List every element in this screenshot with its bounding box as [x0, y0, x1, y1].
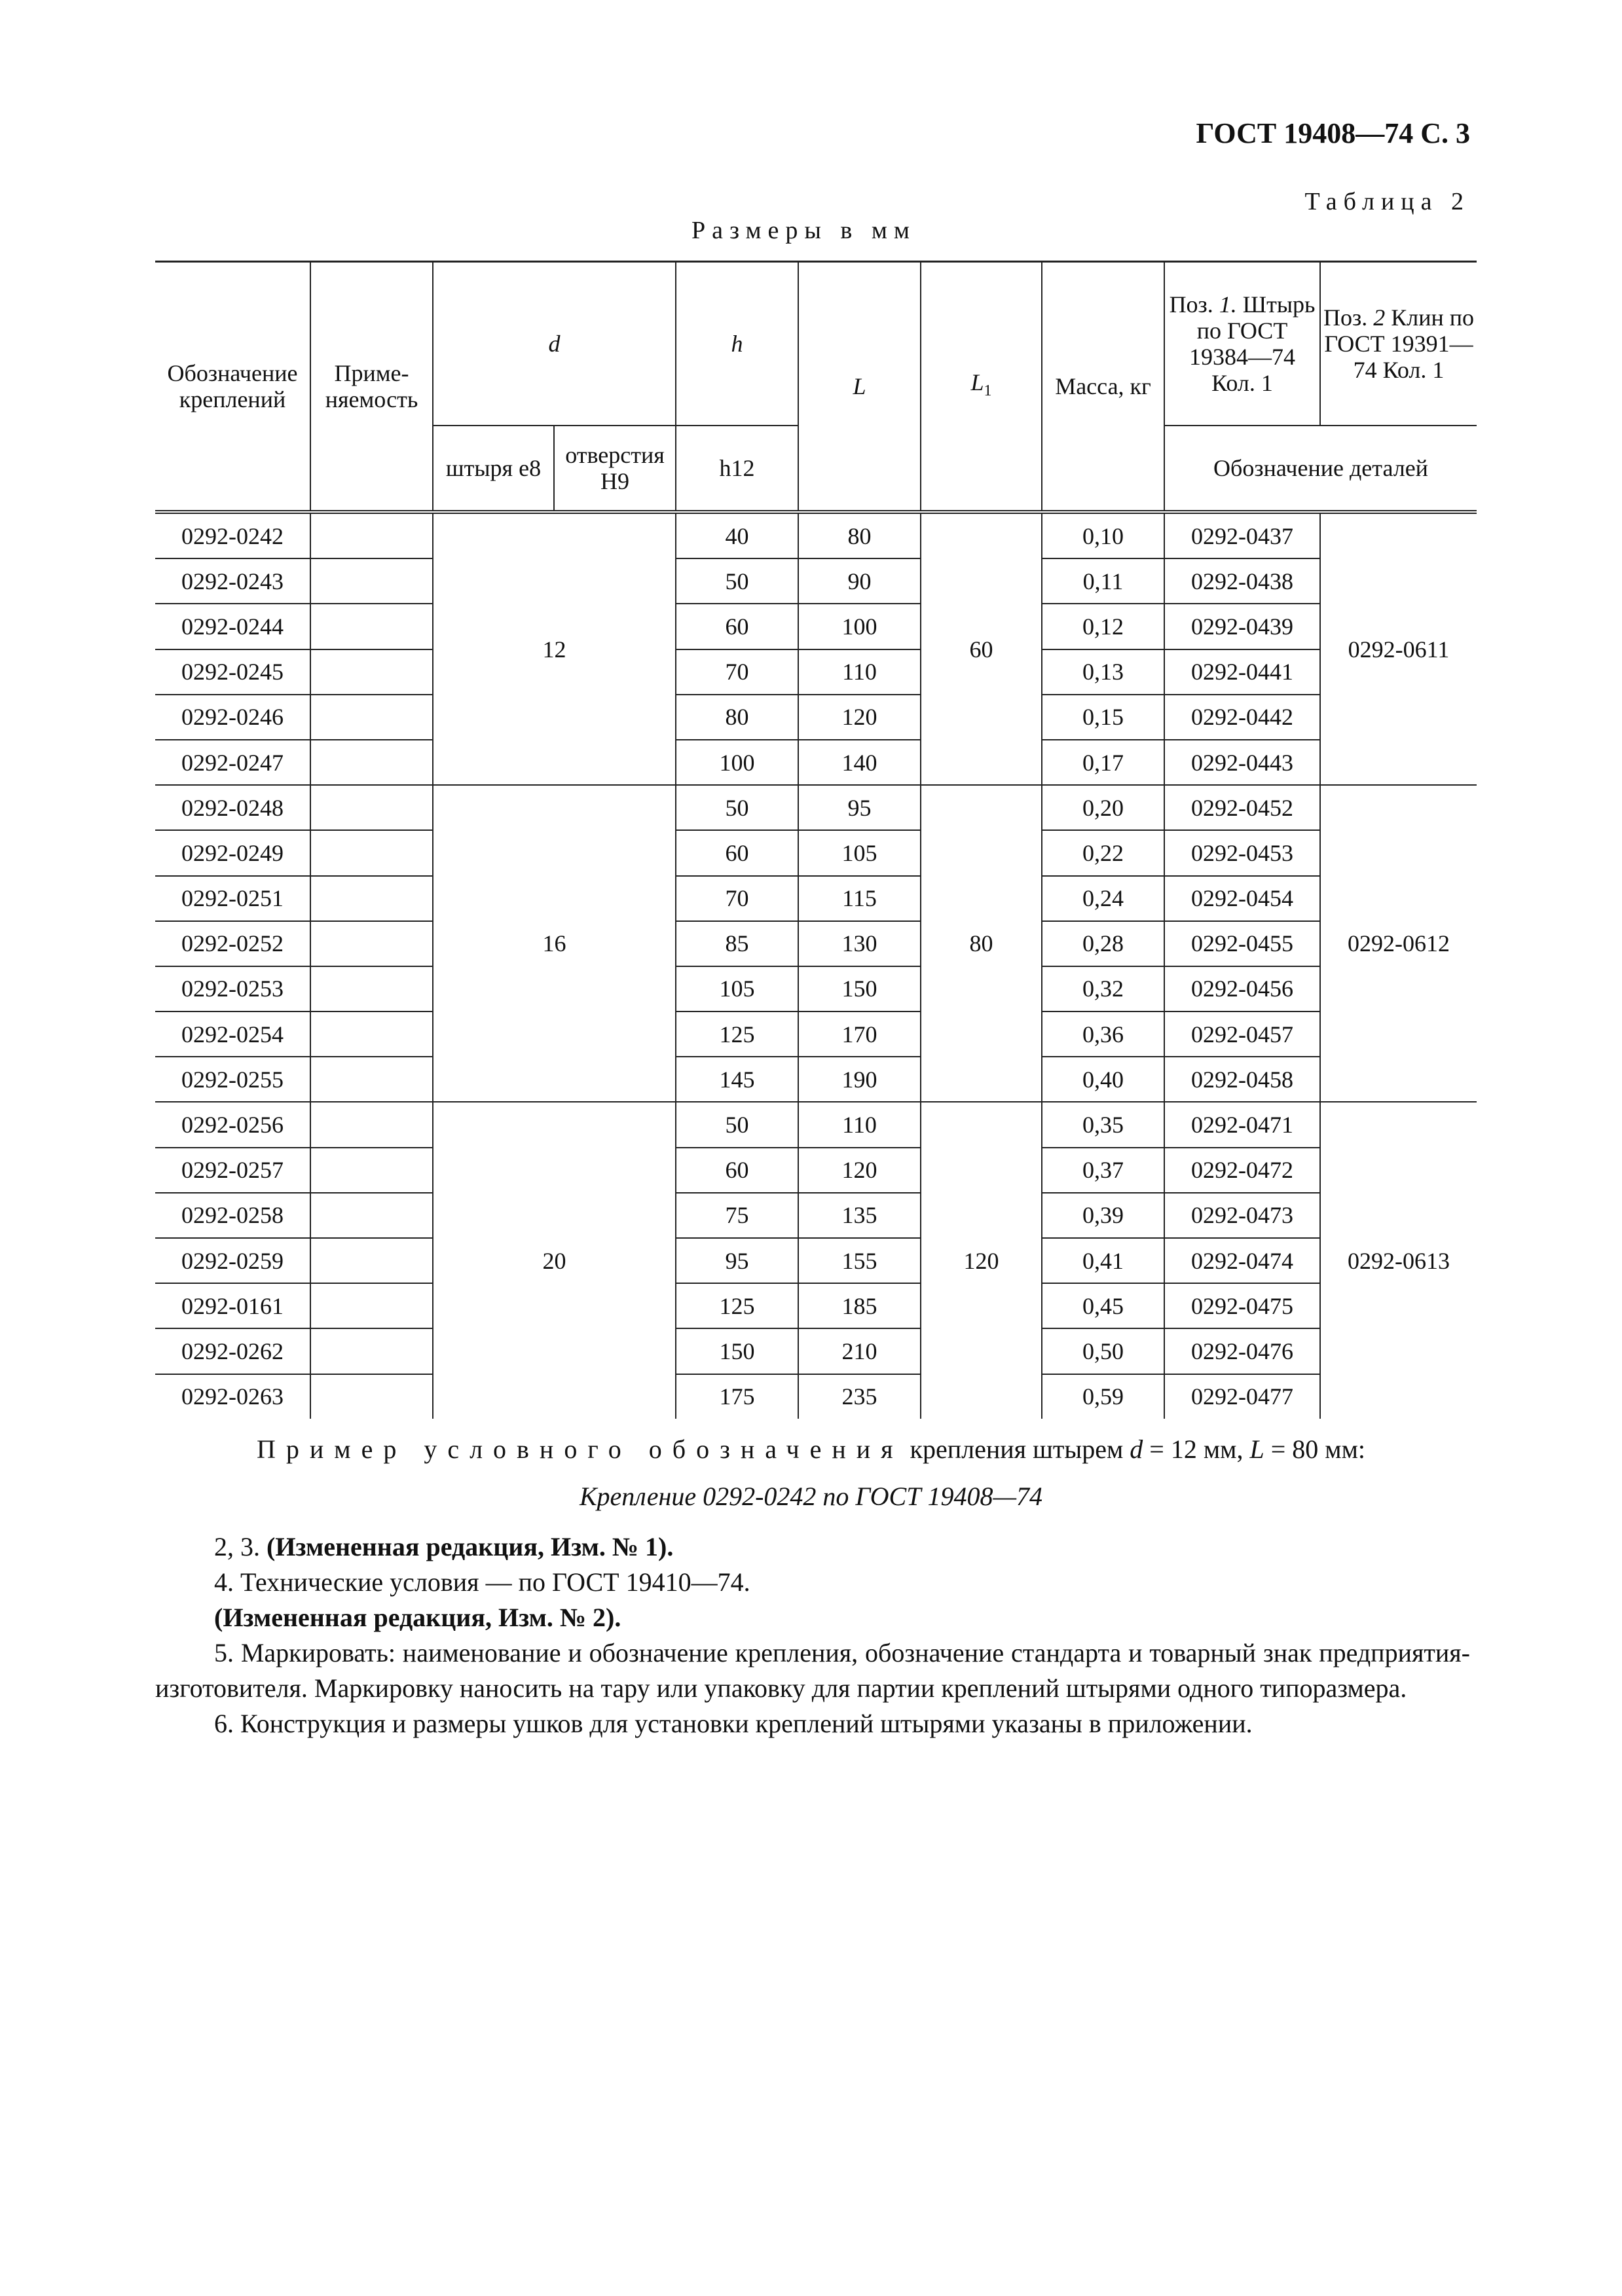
- cell-h: 75: [676, 1193, 798, 1238]
- example-lead: Пример условного обозначения: [256, 1434, 904, 1464]
- cell-pos1: 0292-0473: [1164, 1193, 1320, 1238]
- example-rest-1: крепления штырем: [903, 1434, 1130, 1464]
- cell-h: 105: [676, 966, 798, 1011]
- col-header-L1-sub: 1: [984, 382, 992, 399]
- cell-mass: 0,36: [1042, 1011, 1164, 1057]
- table-row: [155, 830, 1477, 875]
- cell-designation: 0292-0255: [155, 1057, 310, 1102]
- cell-h: 60: [676, 830, 798, 875]
- cell-L: 110: [798, 649, 921, 695]
- note-5: 5. Маркировать: наименование и обозначение крепления, обозначение стандарта и товарный знак предприятия-изготовителя. Маркировку наносить на тару или упаковку для партии креплений штырями одного типоразмера.: [155, 1638, 1470, 1703]
- cell-L: 190: [798, 1057, 921, 1102]
- cell-designation: 0292-0161: [155, 1283, 310, 1328]
- cell-pos1: 0292-0475: [1164, 1283, 1320, 1328]
- cell-applicability: [310, 740, 433, 785]
- cell-L1: 60: [921, 512, 1042, 785]
- cell-mass: 0,20: [1042, 785, 1164, 830]
- col-header-d-pin: штыря e8: [433, 426, 554, 512]
- cell-h: 95: [676, 1238, 798, 1283]
- cell-L: 185: [798, 1283, 921, 1328]
- cell-pos1: 0292-0455: [1164, 921, 1320, 966]
- table-row: [155, 1374, 1477, 1419]
- col-header-d: d: [433, 262, 676, 426]
- cell-designation: 0292-0256: [155, 1102, 310, 1147]
- cell-h: 145: [676, 1057, 798, 1102]
- table-row: [155, 1193, 1477, 1238]
- cell-L: 130: [798, 921, 921, 966]
- cell-d: 20: [433, 1102, 676, 1418]
- cell-h: 85: [676, 921, 798, 966]
- cell-h: 80: [676, 695, 798, 740]
- cell-designation: 0292-0257: [155, 1148, 310, 1193]
- cell-pos1: 0292-0453: [1164, 830, 1320, 875]
- cell-L: 90: [798, 558, 921, 604]
- cell-applicability: [310, 830, 433, 875]
- col-header-h-tol: h12: [676, 426, 798, 512]
- col-header-pos2: Поз. 2 Клин по ГОСТ 19391—74 Кол. 1: [1320, 262, 1477, 426]
- table-row: [155, 604, 1477, 649]
- notes-section: [155, 1529, 1470, 1741]
- col-header-L1-main: L: [970, 369, 984, 395]
- cell-applicability: [310, 1374, 433, 1419]
- example-rest-3: = 80 мм:: [1264, 1434, 1366, 1464]
- cell-pos1: 0292-0476: [1164, 1328, 1320, 1374]
- cell-d: 12: [433, 512, 676, 785]
- cell-designation: 0292-0251: [155, 876, 310, 921]
- cell-mass: 0,22: [1042, 830, 1164, 875]
- cell-mass: 0,32: [1042, 966, 1164, 1011]
- cell-pos2: 0292-0612: [1320, 785, 1477, 1102]
- table-row: [155, 1148, 1477, 1193]
- col-header-L1: [921, 262, 1042, 513]
- col-header-h: h: [676, 262, 798, 426]
- cell-mass: 0,35: [1042, 1102, 1164, 1147]
- cell-L: 80: [798, 512, 921, 558]
- col-header-d-hole: отверстия H9: [554, 426, 676, 512]
- cell-mass: 0,10: [1042, 512, 1164, 558]
- col-header-applicability: Приме- няемость: [310, 262, 433, 513]
- table-row: [155, 921, 1477, 966]
- note-2-3: [155, 1529, 1470, 1565]
- example-rest-2: = 12 мм,: [1143, 1434, 1250, 1464]
- table-row: [155, 558, 1477, 604]
- col-header-mass: Масса, кг: [1042, 262, 1164, 513]
- cell-pos1: 0292-0458: [1164, 1057, 1320, 1102]
- page-header: ГОСТ 19408—74 С. 3: [1196, 117, 1470, 149]
- cell-L: 120: [798, 1148, 921, 1193]
- cell-designation: 0292-0245: [155, 649, 310, 695]
- cell-pos1: 0292-0472: [1164, 1148, 1320, 1193]
- cell-h: 60: [676, 604, 798, 649]
- table-row: [155, 1102, 1477, 1147]
- cell-designation: 0292-0252: [155, 921, 310, 966]
- note-2-3-revision: (Измененная редакция, Изм. № 1).: [267, 1532, 674, 1561]
- cell-designation: 0292-0263: [155, 1374, 310, 1419]
- cell-h: 125: [676, 1011, 798, 1057]
- cell-L: 150: [798, 966, 921, 1011]
- cell-pos1: 0292-0477: [1164, 1374, 1320, 1419]
- cell-pos1: 0292-0443: [1164, 740, 1320, 785]
- table-row: [155, 695, 1477, 740]
- position-number: 2: [1373, 304, 1386, 331]
- cell-L: 110: [798, 1102, 921, 1147]
- cell-designation: 0292-0258: [155, 1193, 310, 1238]
- cell-mass: 0,40: [1042, 1057, 1164, 1102]
- note-6: 6. Конструкция и размеры ушков для установки креплений штырями указаны в приложении.: [214, 1709, 1253, 1738]
- table-row: [155, 740, 1477, 785]
- table-row: [155, 1283, 1477, 1328]
- cell-mass: 0,28: [1042, 921, 1164, 966]
- cell-designation: 0292-0246: [155, 695, 310, 740]
- cell-L: 135: [798, 1193, 921, 1238]
- specification-table: [155, 261, 1477, 1419]
- cell-L: 115: [798, 876, 921, 921]
- cell-designation: 0292-0242: [155, 512, 310, 558]
- cell-applicability: [310, 649, 433, 695]
- cell-mass: 0,50: [1042, 1328, 1164, 1374]
- cell-pos1: 0292-0471: [1164, 1102, 1320, 1147]
- cell-L: 105: [798, 830, 921, 875]
- cell-h: 100: [676, 740, 798, 785]
- cell-applicability: [310, 1102, 433, 1147]
- cell-pos1: 0292-0437: [1164, 512, 1320, 558]
- cell-designation: 0292-0254: [155, 1011, 310, 1057]
- cell-L1: 120: [921, 1102, 1042, 1418]
- cell-applicability: [310, 785, 433, 830]
- example-code: Крепление 0292-0242 по ГОСТ 19408—74: [579, 1482, 1043, 1511]
- cell-pos1: 0292-0454: [1164, 876, 1320, 921]
- cell-L1: 80: [921, 785, 1042, 1102]
- table-row: [155, 966, 1477, 1011]
- cell-applicability: [310, 921, 433, 966]
- cell-applicability: [310, 966, 433, 1011]
- cell-h: 60: [676, 1148, 798, 1193]
- position-number: 1.: [1219, 291, 1237, 318]
- cell-h: 50: [676, 1102, 798, 1147]
- cell-pos1: 0292-0457: [1164, 1011, 1320, 1057]
- cell-h: 125: [676, 1283, 798, 1328]
- table-row: [155, 1238, 1477, 1283]
- cell-L: 140: [798, 740, 921, 785]
- cell-applicability: [310, 1148, 433, 1193]
- cell-designation: 0292-0243: [155, 558, 310, 604]
- cell-applicability: [310, 1238, 433, 1283]
- cell-applicability: [310, 558, 433, 604]
- cell-designation: 0292-0262: [155, 1328, 310, 1374]
- cell-designation: 0292-0249: [155, 830, 310, 875]
- cell-pos1: 0292-0474: [1164, 1238, 1320, 1283]
- cell-L: 210: [798, 1328, 921, 1374]
- example-var-L: L: [1249, 1434, 1264, 1464]
- cell-designation: 0292-0259: [155, 1238, 310, 1283]
- col-header-designation: Обозначение креплений: [155, 262, 310, 513]
- cell-pos1: 0292-0456: [1164, 966, 1320, 1011]
- cell-mass: 0,45: [1042, 1283, 1164, 1328]
- example-var-d: d: [1130, 1434, 1143, 1464]
- cell-h: 70: [676, 876, 798, 921]
- cell-mass: 0,39: [1042, 1193, 1164, 1238]
- cell-pos1: 0292-0441: [1164, 649, 1320, 695]
- col-header-L: L: [798, 262, 921, 513]
- cell-applicability: [310, 1328, 433, 1374]
- cell-L: 120: [798, 695, 921, 740]
- cell-applicability: [310, 876, 433, 921]
- note-4-revision: (Измененная редакция, Изм. № 2).: [214, 1603, 621, 1632]
- units-note: Размеры в мм: [691, 217, 916, 244]
- cell-designation: 0292-0248: [155, 785, 310, 830]
- cell-mass: 0,41: [1042, 1238, 1164, 1283]
- cell-pos2: 0292-0613: [1320, 1102, 1477, 1418]
- cell-pos1: 0292-0438: [1164, 558, 1320, 604]
- note-2-3-prefix: 2, 3.: [214, 1532, 267, 1561]
- table-row: [155, 1328, 1477, 1374]
- cell-pos1: 0292-0439: [1164, 604, 1320, 649]
- table-row: [155, 649, 1477, 695]
- cell-L: 155: [798, 1238, 921, 1283]
- cell-mass: 0,11: [1042, 558, 1164, 604]
- cell-applicability: [310, 604, 433, 649]
- cell-mass: 0,15: [1042, 695, 1164, 740]
- note-4: 4. Технические условия — по ГОСТ 19410—74.: [214, 1567, 750, 1597]
- cell-L: 170: [798, 1011, 921, 1057]
- cell-applicability: [310, 695, 433, 740]
- cell-designation: 0292-0244: [155, 604, 310, 649]
- col-header-parts-designation: Обозначение деталей: [1164, 426, 1477, 512]
- cell-applicability: [310, 1193, 433, 1238]
- table-row: [155, 876, 1477, 921]
- table-caption: Таблица 2: [1304, 188, 1470, 215]
- cell-mass: 0,17: [1042, 740, 1164, 785]
- table-row: [155, 512, 1477, 558]
- cell-designation: 0292-0253: [155, 966, 310, 1011]
- cell-h: 70: [676, 649, 798, 695]
- table-row: [155, 1011, 1477, 1057]
- cell-d: 16: [433, 785, 676, 1102]
- example-line: [0, 1434, 1622, 1465]
- cell-h: 40: [676, 512, 798, 558]
- cell-applicability: [310, 512, 433, 558]
- cell-mass: 0,59: [1042, 1374, 1164, 1419]
- cell-pos2: 0292-0611: [1320, 512, 1477, 785]
- cell-applicability: [310, 1011, 433, 1057]
- cell-pos1: 0292-0452: [1164, 785, 1320, 830]
- cell-h: 175: [676, 1374, 798, 1419]
- table-body: [155, 512, 1477, 1419]
- table-row: [155, 1057, 1477, 1102]
- table-row: [155, 785, 1477, 830]
- cell-mass: 0,37: [1042, 1148, 1164, 1193]
- cell-mass: 0,12: [1042, 604, 1164, 649]
- cell-designation: 0292-0247: [155, 740, 310, 785]
- cell-h: 50: [676, 558, 798, 604]
- cell-applicability: [310, 1057, 433, 1102]
- cell-h: 50: [676, 785, 798, 830]
- col-header-pos1: Поз. 1. Штырь по ГОСТ 19384—74 Кол. 1: [1164, 262, 1320, 426]
- cell-L: 100: [798, 604, 921, 649]
- cell-mass: 0,24: [1042, 876, 1164, 921]
- cell-L: 95: [798, 785, 921, 830]
- cell-applicability: [310, 1283, 433, 1328]
- cell-h: 150: [676, 1328, 798, 1374]
- cell-mass: 0,13: [1042, 649, 1164, 695]
- cell-L: 235: [798, 1374, 921, 1419]
- cell-pos1: 0292-0442: [1164, 695, 1320, 740]
